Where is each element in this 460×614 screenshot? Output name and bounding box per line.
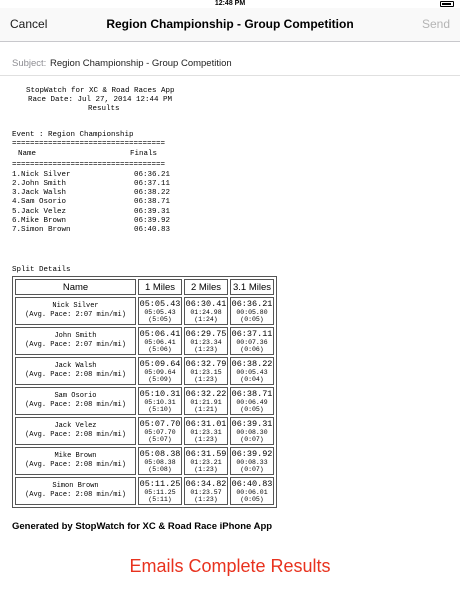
split-cell [184, 357, 228, 385]
split-short: (0:07) [240, 436, 264, 443]
runner-cell [15, 327, 136, 355]
email-header [12, 87, 175, 115]
result-name: 7.Simon Brown [12, 226, 71, 235]
split-cell [184, 417, 228, 445]
runner-cell [15, 387, 136, 415]
split-short: (1:23) [194, 496, 218, 503]
split-short: (5:09) [148, 376, 172, 383]
cumulative-time: 06:32.79 [185, 358, 227, 369]
cumulative-time: 05:10.31 [139, 388, 181, 399]
split-cell [138, 387, 182, 415]
cumulative-time: 06:38.22 [231, 358, 273, 369]
result-row [12, 208, 170, 217]
result-time: 06:38.71 [134, 198, 171, 207]
results-list [12, 171, 170, 235]
split-cell [230, 387, 274, 415]
split-time: 00:07.36 [236, 338, 268, 346]
split-short: (0:04) [240, 376, 264, 383]
split-short: (5:11) [148, 496, 172, 503]
split-time: 01:21.91 [190, 398, 222, 406]
split-cell [230, 357, 274, 385]
runner-pace: (Avg. Pace: 2:07 min/mi) [25, 341, 126, 349]
cumulative-time: 06:32.22 [185, 388, 227, 399]
runner-cell [15, 477, 136, 505]
result-row [12, 180, 170, 189]
split-time: 01:23.57 [190, 488, 222, 496]
cumulative-time: 05:09.64 [139, 358, 181, 369]
compose-title: Region Championship - Group Competition [106, 17, 354, 31]
status-bar [0, 0, 460, 8]
split-cell [230, 417, 274, 445]
split-header-row [15, 279, 274, 295]
result-name: 3.Jack Walsh [12, 189, 67, 198]
split-header-name: Name [15, 279, 136, 295]
status-time: 12:48 PM [214, 0, 246, 7]
split-cell [184, 387, 228, 415]
split-time: 01:23.31 [190, 428, 222, 436]
cumulative-time: 06:40.83 [231, 478, 273, 489]
split-cell [184, 297, 228, 325]
split-table [12, 276, 277, 508]
split-short: (1:23) [194, 466, 218, 473]
split-time: 05:10.31 [144, 398, 176, 406]
split-short: (5:05) [148, 316, 172, 323]
split-short: (5:10) [148, 406, 172, 413]
split-time: 01:24.98 [190, 308, 222, 316]
split-cell [138, 447, 182, 475]
runner-pace: (Avg. Pace: 2:08 min/mi) [25, 371, 126, 379]
split-header-mile1: 1 Miles [138, 279, 182, 295]
split-time: 00:06.01 [236, 488, 268, 496]
split-row [15, 417, 274, 445]
split-short: (0:05) [240, 316, 264, 323]
generated-by-text: Generated by StopWatch for XC & Road Race iPhone App [12, 521, 273, 532]
split-cell [230, 447, 274, 475]
result-row [12, 171, 170, 180]
result-time: 06:39.92 [134, 216, 171, 225]
result-row [12, 217, 170, 226]
result-time: 06:39.31 [134, 207, 171, 216]
split-row [15, 387, 274, 415]
split-cell [184, 327, 228, 355]
split-header-mile3: 3.1 Miles [230, 279, 274, 295]
split-cell [138, 297, 182, 325]
split-time: 01:23.15 [190, 368, 222, 376]
split-short: (0:05) [240, 406, 264, 413]
runner-cell [15, 297, 136, 325]
result-row [12, 226, 170, 235]
cumulative-time: 05:11.25 [139, 478, 181, 489]
result-row [12, 198, 170, 207]
promo-text: Emails Complete Results [129, 556, 331, 576]
split-cell [230, 477, 274, 505]
split-short: (1:24) [194, 316, 218, 323]
split-short: (5:07) [148, 436, 172, 443]
split-row [15, 297, 274, 325]
results-heading: Results [88, 105, 120, 114]
split-row [15, 447, 274, 475]
split-time: 05:09.64 [144, 368, 176, 376]
event-line: Event : Region Championship [12, 131, 134, 139]
runner-cell [15, 417, 136, 445]
split-time: 05:07.70 [144, 428, 176, 436]
runner-cell [15, 447, 136, 475]
cumulative-time: 05:08.38 [139, 448, 181, 459]
split-cell [184, 477, 228, 505]
split-short: (5:08) [148, 466, 172, 473]
split-row [15, 327, 274, 355]
runner-name: John Smith [54, 332, 97, 340]
send-button[interactable]: Send [421, 17, 450, 31]
subject-label: Subject: [12, 58, 47, 69]
separator: ================================== [12, 140, 166, 149]
split-cell [184, 447, 228, 475]
split-cell [138, 327, 182, 355]
result-name: 2.John Smith [12, 180, 67, 189]
split-time: 01:23.34 [190, 338, 222, 346]
split-cell [230, 327, 274, 355]
split-short: (0:07) [240, 466, 264, 473]
split-time: 00:08.30 [236, 428, 268, 436]
split-time: 05:06.41 [144, 338, 176, 346]
runner-pace: (Avg. Pace: 2:08 min/mi) [25, 461, 126, 469]
split-time: 00:05.80 [236, 308, 268, 316]
split-time: 05:05.43 [144, 308, 176, 316]
split-time: 00:08.33 [236, 458, 268, 466]
app-name-line: StopWatch for XC & Road Races App [26, 87, 175, 95]
result-name: 5.Jack Velez [12, 207, 67, 216]
split-row [15, 357, 274, 385]
runner-name: Sam Osorio [54, 392, 97, 400]
runner-pace: (Avg. Pace: 2:08 min/mi) [25, 491, 126, 499]
runner-name: Nick Silver [52, 302, 99, 310]
split-cell [138, 417, 182, 445]
cumulative-time: 06:34.82 [185, 478, 227, 489]
cumulative-time: 05:07.70 [139, 418, 181, 429]
runner-pace: (Avg. Pace: 2:08 min/mi) [25, 431, 126, 439]
split-cell [138, 357, 182, 385]
split-cell [138, 477, 182, 505]
result-row [12, 189, 170, 198]
navigation-bar [0, 8, 460, 42]
runner-name: Mike Brown [54, 452, 97, 460]
split-short: (1:21) [194, 406, 218, 413]
cumulative-time: 06:39.92 [231, 448, 273, 459]
split-short: (1:23) [194, 436, 218, 443]
result-time: 06:36.21 [134, 170, 171, 179]
cumulative-time: 06:31.59 [185, 448, 227, 459]
results-column-headers [12, 150, 170, 159]
cumulative-time: 05:06.41 [139, 328, 181, 339]
runner-name: Simon Brown [52, 482, 99, 490]
cumulative-time: 06:39.31 [231, 418, 273, 429]
result-name: 6.Mike Brown [12, 216, 67, 225]
cumulative-time: 06:29.75 [185, 328, 227, 339]
subject-input[interactable]: Region Championship - Group Competition [50, 58, 232, 69]
runner-name: Jack Velez [54, 422, 97, 430]
split-time: 00:06.49 [236, 398, 268, 406]
split-details-title: Split Details [12, 266, 71, 274]
cumulative-time: 06:38.71 [231, 388, 273, 399]
split-cell [230, 297, 274, 325]
result-time: 06:38.22 [134, 189, 171, 198]
cumulative-time: 06:30.41 [185, 298, 227, 309]
cumulative-time: 06:37.11 [231, 328, 273, 339]
cancel-button[interactable]: Cancel [10, 17, 48, 31]
split-short: (0:05) [240, 496, 264, 503]
subject-field[interactable] [0, 52, 460, 76]
result-time: 06:40.83 [134, 226, 171, 235]
split-time: 00:05.43 [236, 368, 268, 376]
result-name: 4.Sam Osorio [12, 198, 67, 207]
runner-pace: (Avg. Pace: 2:08 min/mi) [25, 401, 126, 409]
cumulative-time: 05:05.43 [139, 298, 181, 309]
race-date-line: Race Date: Jul 27, 2014 12:44 PM [28, 96, 173, 105]
split-short: (0:06) [240, 346, 264, 353]
runner-name: Jack Walsh [54, 362, 97, 370]
split-header-mile2: 2 Miles [184, 279, 228, 295]
result-time: 06:37.11 [134, 180, 171, 189]
split-row [15, 477, 274, 505]
finals-results [12, 131, 170, 235]
split-time: 01:23.21 [190, 458, 222, 466]
cumulative-time: 06:31.01 [185, 418, 227, 429]
split-short: (1:23) [194, 376, 218, 383]
runner-cell [15, 357, 136, 385]
split-time: 05:11.25 [144, 488, 176, 496]
cumulative-time: 06:36.21 [231, 298, 273, 309]
name-column-header: Name [18, 150, 37, 159]
separator: ================================== [12, 160, 166, 169]
split-time: 05:08.38 [144, 458, 176, 466]
runner-pace: (Avg. Pace: 2:07 min/mi) [25, 311, 126, 319]
split-short: (1:23) [194, 346, 218, 353]
split-short: (5:06) [148, 346, 172, 353]
battery-icon [440, 1, 454, 7]
finals-column-header: Finals [130, 150, 158, 159]
result-name: 1.Nick Silver [12, 170, 71, 179]
